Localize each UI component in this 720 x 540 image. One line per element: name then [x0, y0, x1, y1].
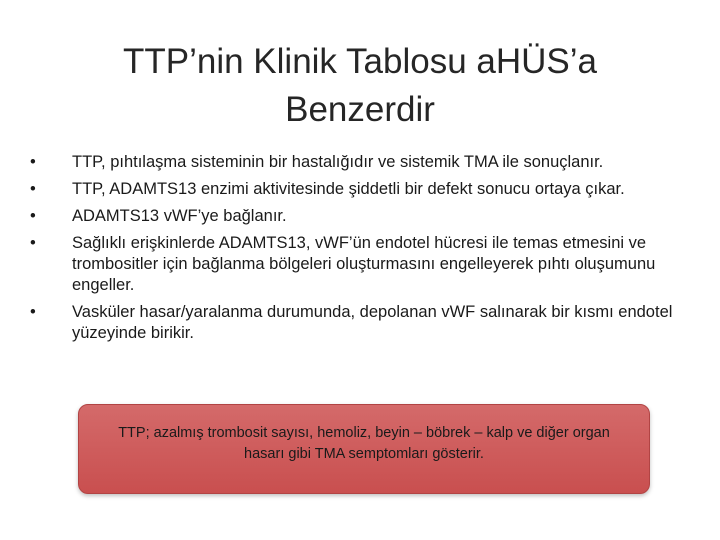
bullet-text: ADAMTS13 vWF’ye bağlanır.: [72, 207, 287, 225]
bullet-text: TTP, ADAMTS13 enzimi aktivitesinde şiddetli bir defekt sonucu ortaya çıkar.: [72, 180, 625, 198]
bullet-marker: •: [30, 234, 36, 252]
bullet-item: [30, 233, 690, 296]
bullet-text: TTP, pıhtılaşma sisteminin bir hastalığıdır ve sistemik TMA ile sonuçlanır.: [72, 153, 604, 171]
bullet-item: [30, 152, 690, 173]
bullet-item: [30, 302, 690, 344]
bullet-text: Sağlıklı erişkinlerde ADAMTS13, vWF’ün endotel hücresi ile temas etmesini ve trombositler için bağlanma bölgeleri oluşturmasını engelleyerek pıhtı oluşumunu engeller.: [72, 234, 656, 294]
bullet-marker: •: [30, 180, 36, 198]
callout-text: TTP; azalmış trombosit sayısı, hemoliz, beyin – böbrek – kalp ve diğer organ hasarı gibi TMA semptomları gösterir.: [118, 425, 610, 462]
bullet-item: [30, 206, 690, 227]
slide-title: TTP’nin Klinik Tablosu aHÜS’a Benzerdir: [122, 42, 597, 129]
bullet-item: [30, 179, 690, 200]
bullet-marker: •: [30, 207, 36, 225]
bullet-text: Vasküler hasar/yaralanma durumunda, depolanan vWF salınarak bir kısmı endotel yüzeyinde birikir.: [72, 303, 673, 342]
bullet-marker: •: [30, 153, 36, 171]
bullet-marker: •: [30, 303, 36, 321]
bullet-list: [30, 152, 690, 350]
summary-callout-box: [78, 404, 650, 494]
